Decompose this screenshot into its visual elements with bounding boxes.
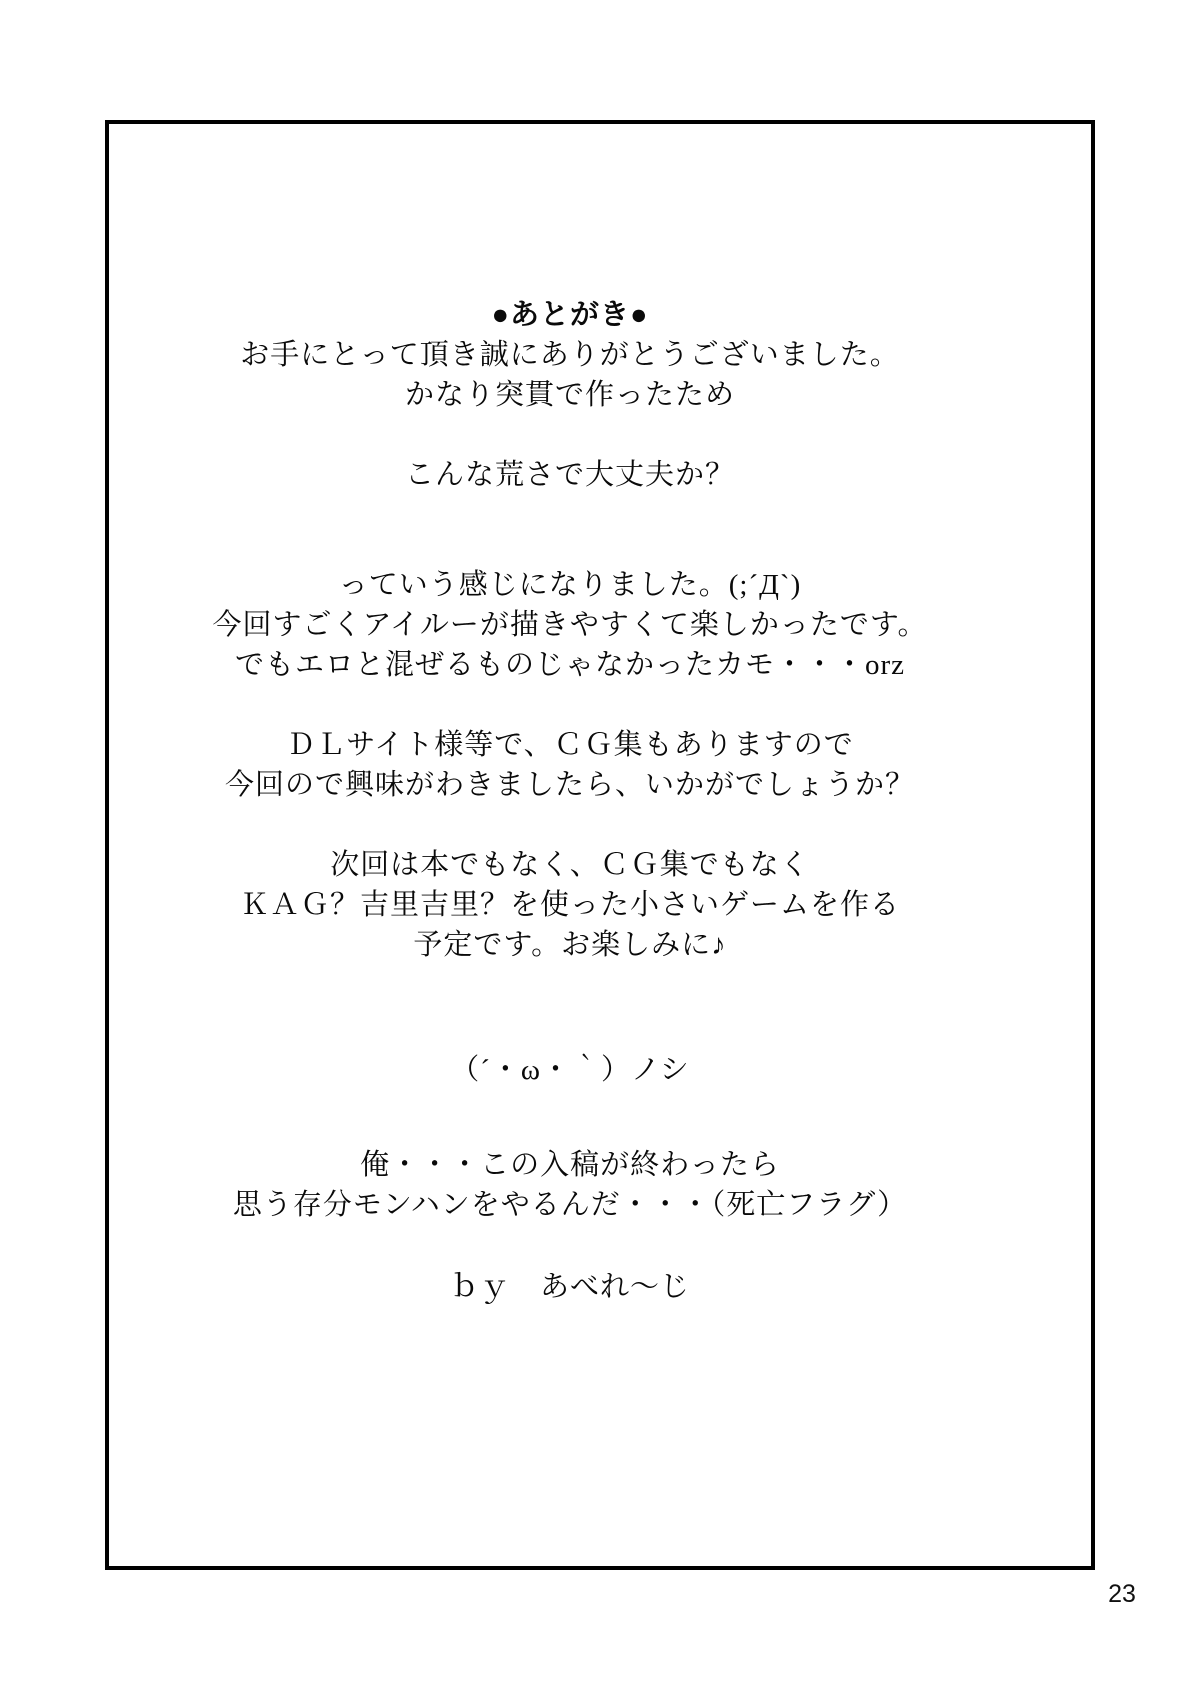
text-line: ＤＬサイト様等で、ＣＧ集もありますので xyxy=(286,729,854,761)
paragraph-dlsite xyxy=(109,725,1031,805)
text-line: かなり突貫で作ったため xyxy=(404,379,735,411)
page-number: 23 xyxy=(1108,1580,1136,1608)
text-line: 予定です。お楽しみに♪ xyxy=(413,929,727,961)
text-line: 思う存分モンハンをやるんだ・・・（死亡フラグ） xyxy=(232,1189,908,1221)
paragraph-quote xyxy=(109,455,1031,495)
paragraph-kaomoji xyxy=(109,1050,1031,1090)
kaomoji-text: （´・ω・｀）ノシ xyxy=(450,1054,690,1086)
page-border-frame xyxy=(105,120,1095,1570)
paragraph-signature xyxy=(109,1267,1031,1307)
afterword-title: ●あとがき● xyxy=(491,299,649,331)
paragraph-next-plans xyxy=(109,845,1031,965)
paragraph-thanks xyxy=(109,335,1031,415)
text-line: 俺・・・この入稿が終わったら xyxy=(360,1149,780,1181)
text-line: 次回は本でもなく、ＣＧ集でもなく xyxy=(330,849,810,881)
text-line: こんな荒さで大丈夫か？ xyxy=(404,459,735,491)
afterword-text-block xyxy=(109,124,1091,1307)
text-line: っていう感じになりました。(;´Д`) xyxy=(338,569,802,601)
text-line: でもエロと混ぜるものじゃなかったカモ・・・orz xyxy=(234,649,906,681)
text-line: 今回すごくアイルーが描きやすくて楽しかったです。 xyxy=(212,609,928,641)
paragraph-monhan xyxy=(109,1145,1031,1225)
author-signature: ｂｙ あべれ～じ xyxy=(449,1271,690,1303)
paragraph-feeling xyxy=(109,565,1031,685)
text-line: お手にとって頂き誠にありがとうございました。 xyxy=(240,339,900,371)
text-line: ＫＡＧ？吉里吉里？を使った小さいゲームを作る xyxy=(239,889,900,921)
text-line: 今回ので興味がわきましたら、いかがでしょうか？ xyxy=(224,769,915,801)
